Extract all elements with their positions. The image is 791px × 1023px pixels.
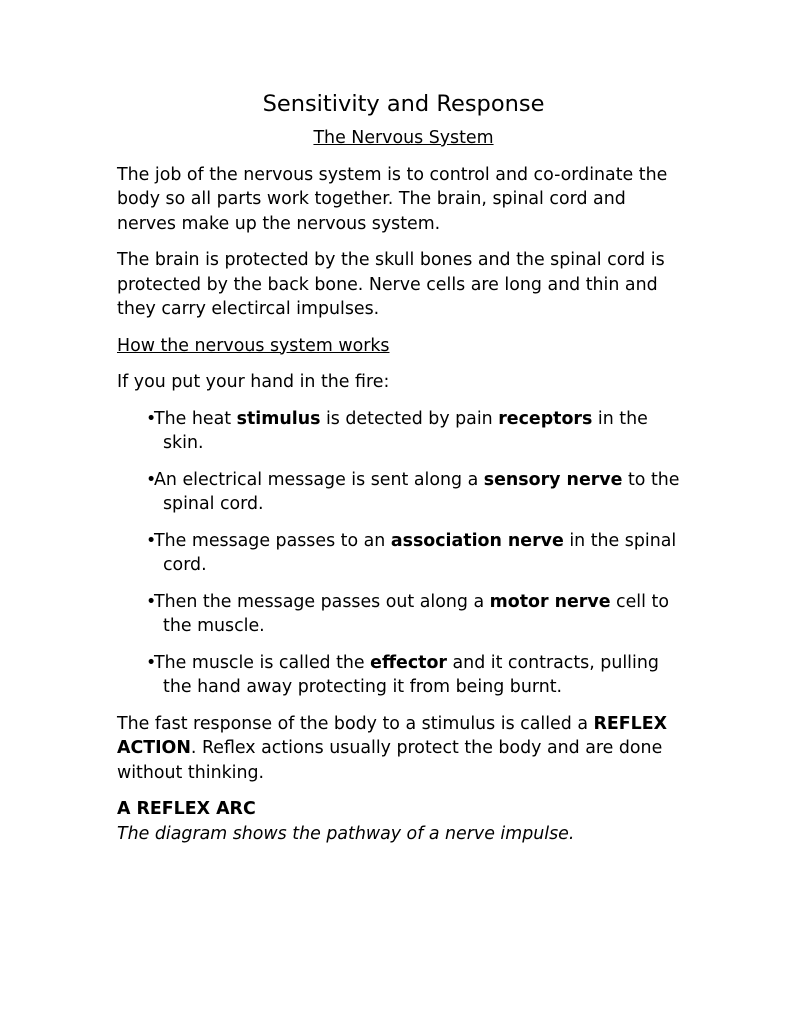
bullet-glyph: •: [146, 530, 157, 551]
bullet-glyph: •: [146, 591, 157, 612]
paragraph-protection: The brain is protected by the skull bones and the spinal cord is protected by the back bone. Nerve cells are long and thin and they carry electircal impulses.: [117, 250, 665, 319]
term-stimulus: stimulus: [236, 408, 321, 429]
bullet-glyph: •: [146, 652, 157, 673]
page-title: Sensitivity and Response: [262, 91, 545, 117]
term-motor-nerve: motor nerve: [489, 591, 611, 612]
term-reflex-action: REFLEX ACTION: [117, 713, 668, 758]
intro-text: If you put your hand in the fire:: [117, 372, 390, 392]
term-association-nerve: association nerve: [390, 530, 564, 551]
list-item: •The heat stimulus is detected by pain receptors in the skin.: [146, 408, 648, 453]
document-body: [117, 88, 682, 846]
list-item: •The muscle is called the effector and it contracts, pulling the hand away protecting it from being burnt.: [146, 652, 659, 697]
paragraph-nervous-system-job: The job of the nervous system is to control and co-ordinate the body so all parts work together. The brain, spinal cord and nerves make up the nervous system.: [117, 164, 668, 234]
term-receptors: receptors: [498, 408, 593, 429]
section-heading-how-it-works: How the nervous system works: [117, 335, 390, 356]
bullet-glyph: •: [146, 408, 157, 429]
reflex-steps-list: [117, 407, 682, 700]
list-item: •The message passes to an association nerve in the spinal cord.: [146, 530, 677, 575]
bullet-glyph: •: [146, 469, 157, 490]
reflex-arc-caption: The diagram shows the pathway of a nerve impulse.: [117, 823, 575, 844]
list-item: •An electrical message is sent along a sensory nerve to the spinal cord.: [146, 469, 680, 514]
term-sensory-nerve: sensory nerve: [483, 469, 623, 490]
reflex-arc-heading: A REFLEX ARC: [117, 799, 256, 819]
paragraph-reflex-action: The fast response of the body to a stimulus is called a REFLEX ACTION. Reflex actions usually protect the body and are done without thinking.: [117, 713, 668, 783]
term-effector: effector: [370, 652, 447, 673]
list-item: •Then the message passes out along a motor nerve cell to the muscle.: [146, 591, 669, 636]
page-subtitle: The Nervous System: [313, 128, 494, 148]
